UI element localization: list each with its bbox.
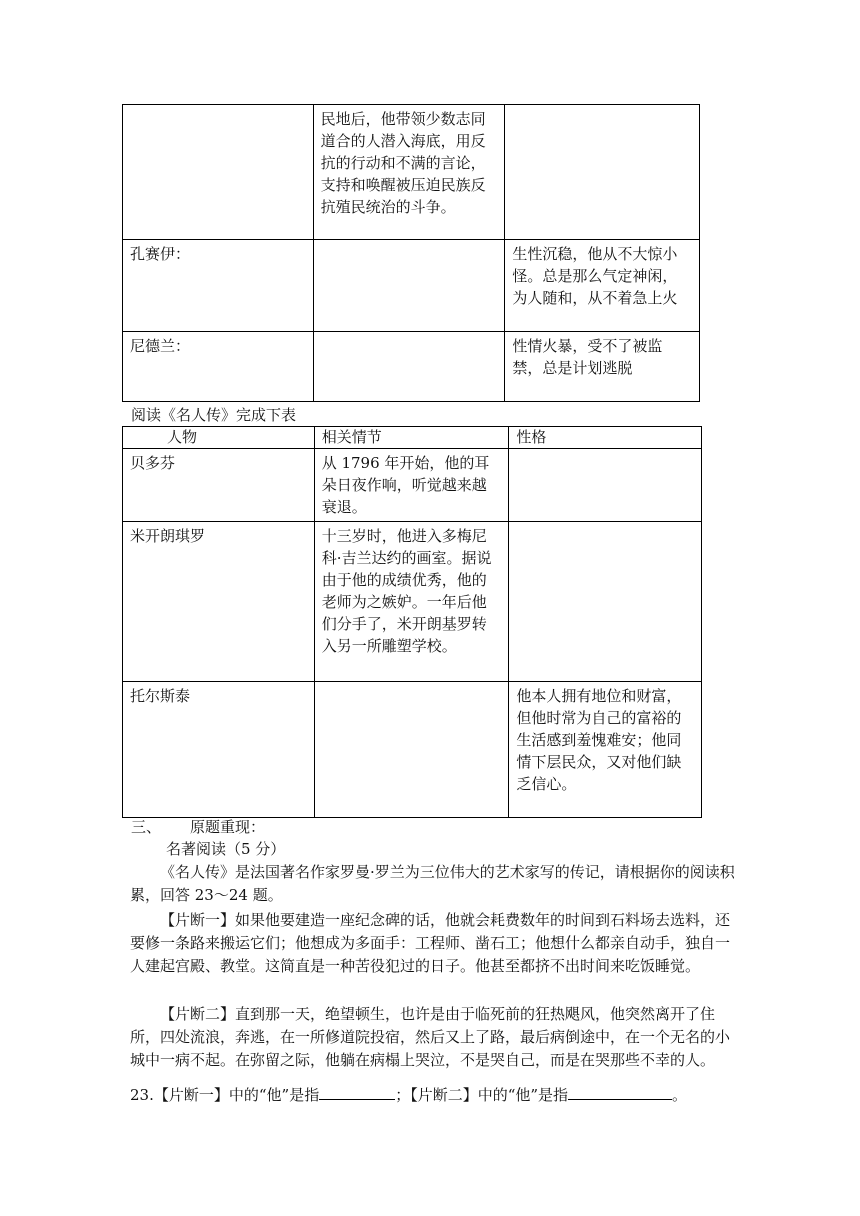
section-title: 原题重现： — [190, 818, 266, 836]
character-table-1 — [122, 104, 700, 402]
trait-cell — [505, 105, 700, 240]
table-row — [123, 682, 702, 818]
table-row — [123, 240, 700, 332]
plot-cell — [313, 240, 505, 332]
section-number: 三、 — [131, 818, 162, 836]
table-row — [123, 105, 700, 240]
fragment-two: 【片断二】直到那一天，绝望顿生，也许是由于临死前的狂热飓风，他突然离开了住所，四处流浪，奔逃，在一所修道院投宿，然后又上了路，最后病倒途中，在一个无名的小城中一病不起。在弥留之际，他躺在病榻上哭泣，不是哭自己，而是在哭那些不幸的人。 — [130, 1005, 731, 1069]
question-23-part2: ；【片断二】中的“他”是指 — [395, 1086, 569, 1104]
name-cell: 贝多芬 — [123, 449, 315, 522]
plot-cell: 从 1796 年开始，他的耳朵日夜作响，听觉越来越衰退。 — [314, 449, 509, 522]
table-row — [123, 449, 702, 522]
intro-paragraph: 《名人传》是法国著名作家罗曼·罗兰为三位伟大的艺术家写的传记，请根据你的阅读积累，回答 23～24 题。 — [130, 863, 735, 904]
table-header-row — [123, 427, 702, 449]
plot-cell: 民地后，他带领少数志同道合的人潜入海底，用反抗的行动和不满的言论，支持和唤醒被压迫民族反抗殖民统治的斗争。 — [313, 105, 505, 240]
question-23 — [130, 1083, 687, 1106]
name-cell: 托尔斯泰 — [123, 682, 315, 818]
table-row — [123, 522, 702, 682]
header-person: 人物 — [123, 427, 315, 449]
name-cell: 米开朗琪罗 — [123, 522, 315, 682]
name-cell: 尼德兰： — [123, 332, 314, 402]
character-table-2 — [122, 426, 702, 818]
plot-cell: 十三岁时，他进入多梅尼科·吉兰达约的画室。据说由于他的成绩优秀，他的老师为之嫉妒。一年后他们分手了，米开朗基罗转入另一所雕塑学校。 — [314, 522, 509, 682]
trait-cell — [509, 449, 702, 522]
name-cell: 孔赛伊： — [123, 240, 314, 332]
trait-cell: 生性沉稳，他从不大惊小怪。总是那么气定神闲，为人随和，从不着急上火 — [505, 240, 700, 332]
plot-cell — [313, 332, 505, 402]
trait-cell: 他本人拥有地位和财富，但他时常为自己的富裕的生活感到羞愧难安；他同情下层民众，又对他们缺乏信心。 — [509, 682, 702, 818]
trait-cell — [509, 522, 702, 682]
header-trait: 性格 — [509, 427, 702, 449]
question-23-part1: 23.【片断一】中的“他”是指 — [130, 1086, 320, 1104]
answer-blank-2[interactable] — [568, 1083, 672, 1100]
answer-blank-1[interactable] — [319, 1083, 395, 1100]
question-23-end: 。 — [672, 1086, 688, 1104]
trait-cell: 性情火暴，受不了被监禁，总是计划逃脱 — [505, 332, 700, 402]
header-plot: 相关情节 — [314, 427, 509, 449]
table-caption: 阅读《名人传》完成下表 — [131, 406, 297, 424]
section-subtitle: 名著阅读（5 分） — [166, 840, 286, 858]
plot-cell — [314, 682, 509, 818]
name-cell — [123, 105, 314, 240]
table-row — [123, 332, 700, 402]
fragment-one: 【片断一】如果他要建造一座纪念碑的话，他就会耗费数年的时间到石料场去选料，还要修一条路来搬运它们；他想成为多面手：工程师、凿石工；他想什么都亲自动手，独自一人建起宫殿、教堂。这简直是一种苦役犯过的日子。他甚至都挤不出时间来吃饭睡觉。 — [130, 911, 731, 975]
